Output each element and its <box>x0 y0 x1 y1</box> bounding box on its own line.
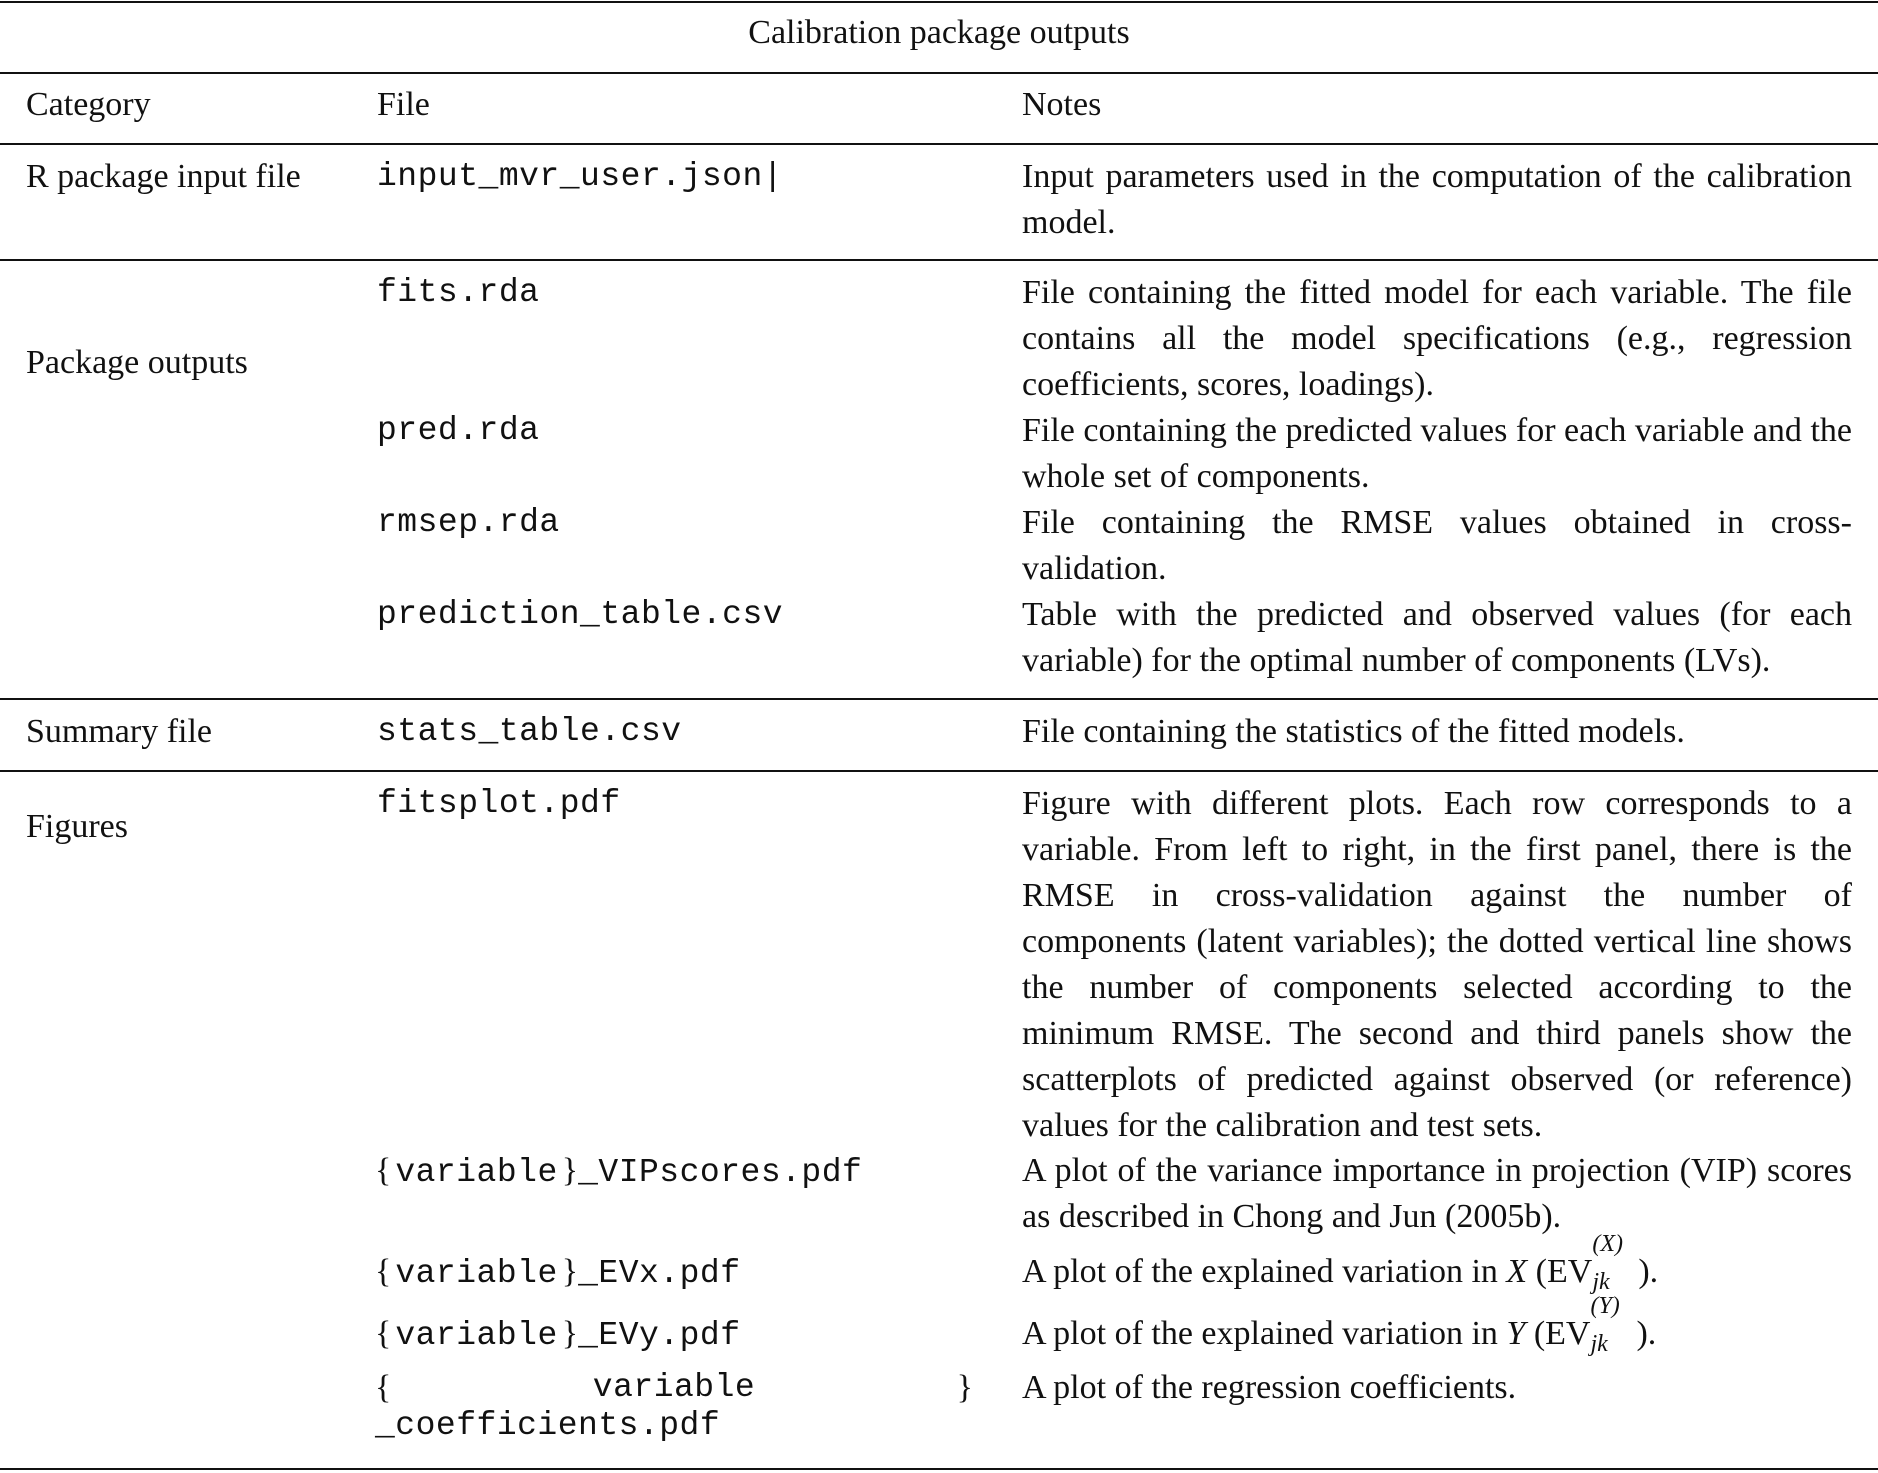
ev-script <box>1590 1293 1636 1357</box>
file-prediction-table: prediction_table.csv <box>377 596 784 633</box>
file-rmsep-rda: rmsep.rda <box>377 504 560 541</box>
brace-close: } <box>561 1315 579 1352</box>
brace-open: { <box>375 1152 392 1189</box>
notes-evy <box>1022 1293 1657 1357</box>
header-notes: Notes <box>1022 86 1102 123</box>
category-package-outputs: Package outputs <box>26 344 248 381</box>
notes-fits-rda: File containing the fitted model for each variable. The file contains all the model specifications (e.g., regression coefficients, scores, loadings). <box>1022 274 1852 403</box>
ev-superscript: (X) <box>1592 1231 1623 1257</box>
file-vipscores <box>375 1148 862 1196</box>
notes-vipscores: A plot of the variance importance in projection (VIP) scores as described in Chong and Jun (2005b). <box>1022 1152 1852 1235</box>
header-rule <box>0 143 1878 145</box>
group-rule-3 <box>0 770 1878 772</box>
file-variable-token: variable <box>395 1255 558 1292</box>
ev-label: (EV <box>1533 1315 1591 1352</box>
file-suffix: _EVy.pdf <box>578 1317 741 1354</box>
brace-close: } <box>956 1369 973 1406</box>
file-fits-rda: fits.rda <box>377 274 540 311</box>
notes-stats-table: File containing the statistics of the fitted models. <box>1022 713 1685 750</box>
file-variable-token: variable <box>592 1369 756 1406</box>
notes-rmsep-rda: File containing the RMSE values obtained in cross-validation. <box>1022 504 1852 587</box>
ev-close: ). <box>1636 1315 1657 1352</box>
math-symbol: Y <box>1506 1315 1526 1352</box>
top-rule <box>0 1 1878 3</box>
brace-open: { <box>375 1253 392 1290</box>
notes-text: A plot of the explained variation in <box>1022 1253 1498 1290</box>
file-variable-token: variable <box>395 1154 558 1191</box>
ev-subscript: jk <box>1592 1269 1610 1295</box>
ev-label: (EV <box>1535 1253 1593 1290</box>
file-evx <box>375 1249 741 1297</box>
file-evy <box>375 1311 741 1359</box>
brace-open: { <box>375 1369 392 1406</box>
caption-rule <box>0 72 1878 74</box>
group-rule-2 <box>0 698 1878 700</box>
brace-open: { <box>375 1315 392 1352</box>
file-variable-token: variable <box>395 1317 558 1354</box>
category-figures: Figures <box>26 808 128 845</box>
brace-close: } <box>561 1152 579 1189</box>
notes-pred-rda: File containing the predicted values for each variable and the whole set of components. <box>1022 412 1852 495</box>
file-suffix: _EVx.pdf <box>578 1255 741 1292</box>
file-coefficients <box>375 1365 975 1449</box>
notes-input-mvr-user: Input parameters used in the computation of the calibration model. <box>1022 158 1852 241</box>
math-symbol: X <box>1506 1253 1528 1290</box>
file-suffix: _VIPscores.pdf <box>578 1154 863 1191</box>
category-summary-file: Summary file <box>26 713 213 750</box>
table-caption: Calibration package outputs <box>748 14 1130 51</box>
file-suffix: _coefficients.pdf <box>375 1407 721 1444</box>
notes-prediction-table: Table with the predicted and observed values (for each variable) for the optimal number of components (LVs). <box>1022 596 1852 679</box>
ev-subscript: jk <box>1590 1331 1608 1357</box>
notes-evx <box>1022 1231 1659 1295</box>
ev-close: ). <box>1638 1253 1659 1290</box>
file-input-mvr-user: input_mvr_user.json| <box>377 158 784 195</box>
header-category: Category <box>26 86 151 123</box>
notes-coefficients: A plot of the regression coefficients. <box>1022 1369 1517 1406</box>
group-rule-1 <box>0 259 1878 261</box>
notes-text: A plot of the explained variation in <box>1022 1315 1498 1352</box>
file-fitsplot: fitsplot.pdf <box>377 785 621 822</box>
brace-close: } <box>561 1253 579 1290</box>
header-file: File <box>377 86 430 123</box>
file-pred-rda: pred.rda <box>377 412 540 449</box>
bottom-rule <box>0 1468 1878 1470</box>
category-r-package-input-file: R package input file <box>26 158 301 195</box>
notes-fitsplot: Figure with different plots. Each row corresponds to a variable. From left to right, in the first panel, there is the RMSE in cross-validation against the number of components (latent variables); the dotted vertical line shows the number of components selected according to the minimum RMSE. The second and third panels show the scatterplots of predicted against observed (or reference) values for the calibration and test sets. <box>1022 785 1852 1144</box>
ev-superscript: (Y) <box>1590 1293 1620 1319</box>
file-stats-table: stats_table.csv <box>377 713 682 750</box>
ev-script <box>1592 1231 1638 1295</box>
